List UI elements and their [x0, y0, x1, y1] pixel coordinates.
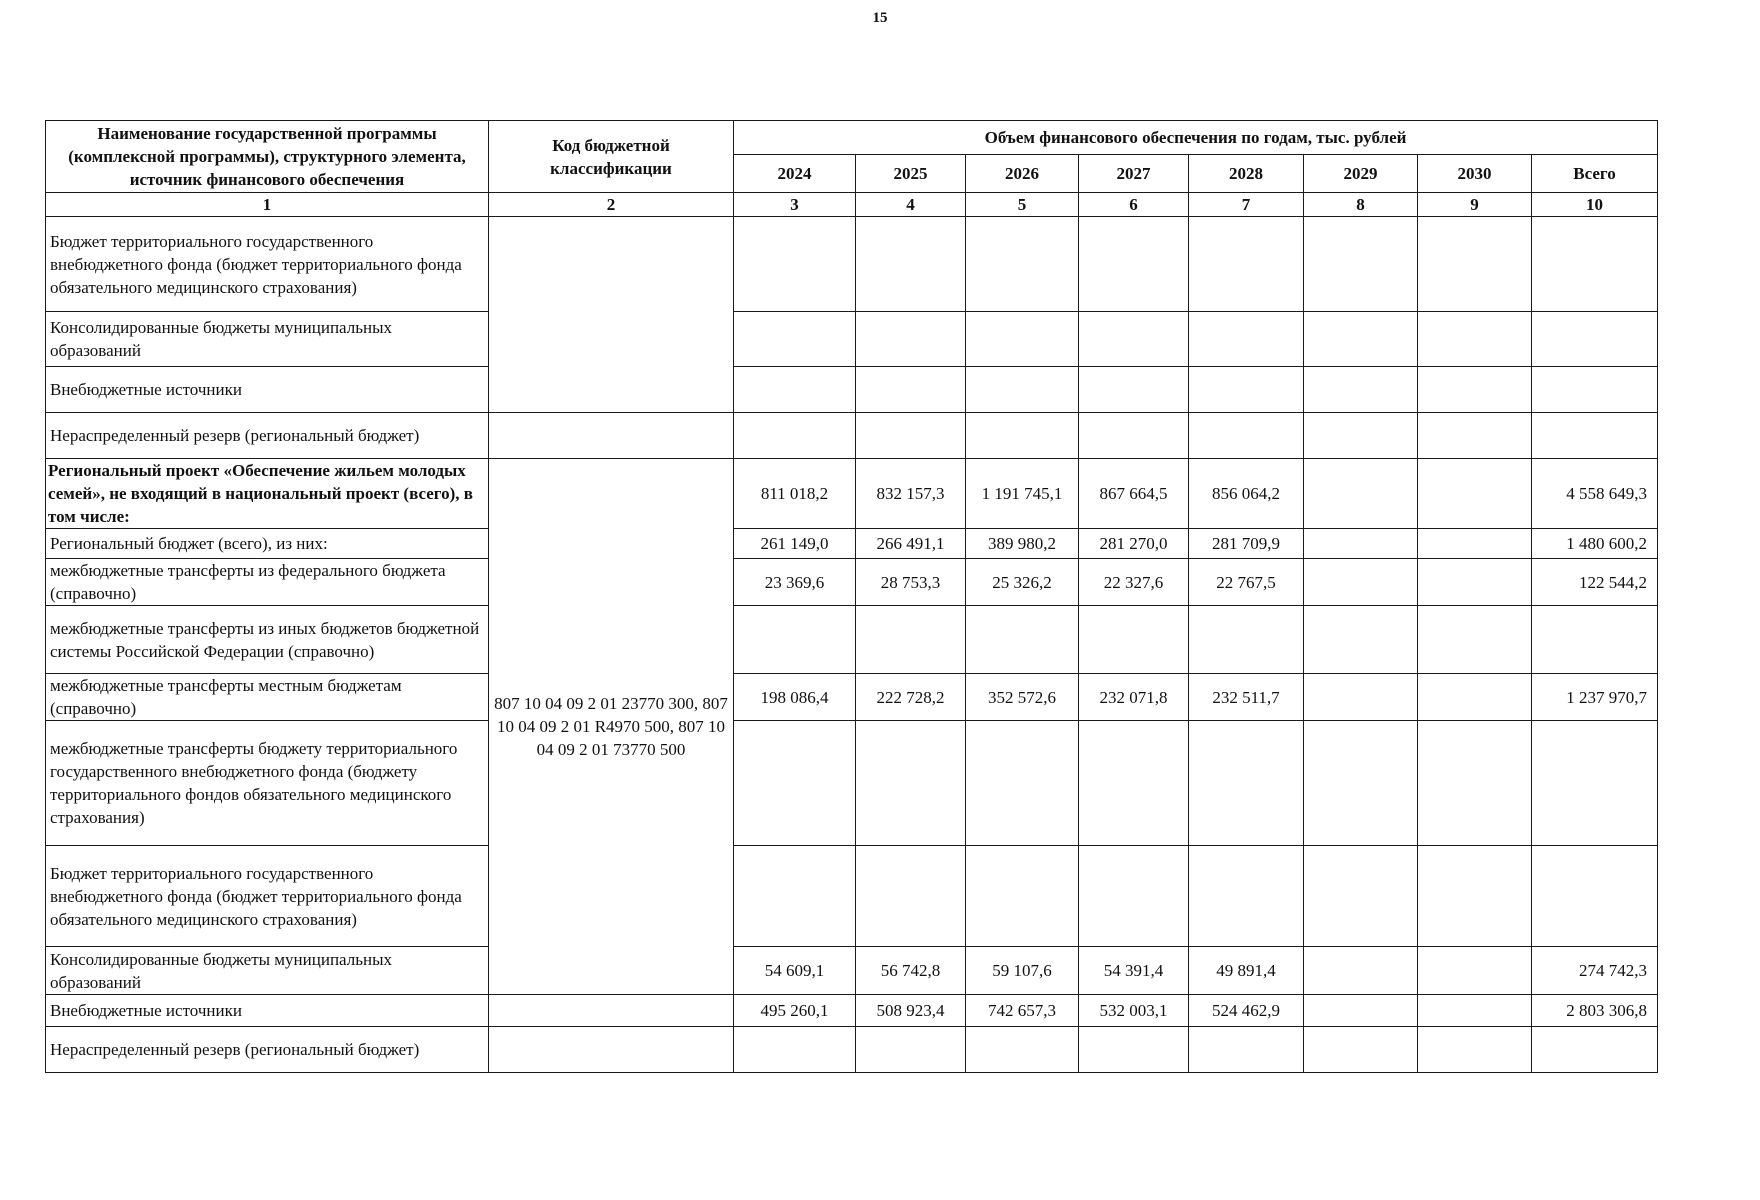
budget-code-cell: 807 10 04 09 2 01 23770 300, 807 10 04 09 2 01 R4970 500, 807 10 04 09 2 01 73770 500 — [489, 459, 734, 995]
value-cell: 54 609,1 — [734, 947, 856, 995]
value-cell: 508 923,4 — [856, 995, 966, 1027]
value-cell — [1079, 413, 1189, 459]
row-name: Нераспределенный резерв (региональный бюджет) — [46, 1027, 489, 1073]
row-name: межбюджетные трансферты из иных бюджетов бюджетной системы Российской Федерации (справочно) — [46, 606, 489, 674]
table-row — [46, 367, 1658, 413]
value-cell: 856 064,2 — [1189, 459, 1304, 529]
column-number: 6 — [1079, 193, 1189, 217]
value-cell — [966, 312, 1079, 367]
value-cell — [1304, 559, 1418, 606]
value-cell — [1304, 413, 1418, 459]
value-cell — [1418, 721, 1532, 846]
table-row — [46, 995, 1658, 1027]
table-row — [46, 721, 1658, 846]
value-cell — [856, 217, 966, 312]
value-cell: 495 260,1 — [734, 995, 856, 1027]
value-cell — [1418, 529, 1532, 559]
value-cell — [1304, 947, 1418, 995]
value-cell: 352 572,6 — [966, 674, 1079, 721]
column-number: 10 — [1532, 193, 1658, 217]
value-cell — [966, 1027, 1079, 1073]
table-row — [46, 413, 1658, 459]
value-cell — [966, 413, 1079, 459]
value-cell — [1189, 1027, 1304, 1073]
total-cell — [1532, 367, 1658, 413]
table-row — [46, 529, 1658, 559]
column-number: 1 — [46, 193, 489, 217]
value-cell — [1418, 413, 1532, 459]
value-cell — [1079, 312, 1189, 367]
value-cell — [856, 1027, 966, 1073]
table-row — [46, 459, 1658, 529]
value-cell — [1079, 1027, 1189, 1073]
column-number: 8 — [1304, 193, 1418, 217]
value-cell: 232 071,8 — [1079, 674, 1189, 721]
value-cell — [1079, 721, 1189, 846]
header-year: 2029 — [1304, 155, 1418, 193]
value-cell — [734, 721, 856, 846]
column-number: 9 — [1418, 193, 1532, 217]
value-cell: 811 018,2 — [734, 459, 856, 529]
value-cell — [1304, 459, 1418, 529]
value-cell — [1304, 846, 1418, 947]
value-cell — [1304, 217, 1418, 312]
value-cell — [1304, 995, 1418, 1027]
value-cell — [1189, 721, 1304, 846]
value-cell — [1189, 312, 1304, 367]
value-cell — [1418, 846, 1532, 947]
total-cell: 2 803 306,8 — [1532, 995, 1658, 1027]
table-row — [46, 674, 1658, 721]
table-row — [46, 846, 1658, 947]
header-code: Код бюджетной классификации — [489, 121, 734, 193]
value-cell: 532 003,1 — [1079, 995, 1189, 1027]
value-cell: 54 391,4 — [1079, 947, 1189, 995]
value-cell: 232 511,7 — [1189, 674, 1304, 721]
budget-code-cell — [489, 413, 734, 459]
header-year: 2030 — [1418, 155, 1532, 193]
value-cell: 28 753,3 — [856, 559, 966, 606]
total-cell: 4 558 649,3 — [1532, 459, 1658, 529]
total-cell: 122 544,2 — [1532, 559, 1658, 606]
value-cell — [856, 413, 966, 459]
total-cell: 274 742,3 — [1532, 947, 1658, 995]
value-cell — [1304, 367, 1418, 413]
table-row — [46, 217, 1658, 312]
value-cell: 389 980,2 — [966, 529, 1079, 559]
value-cell — [734, 606, 856, 674]
value-cell — [1189, 217, 1304, 312]
total-cell — [1532, 721, 1658, 846]
total-cell: 1 480 600,2 — [1532, 529, 1658, 559]
total-cell: 1 237 970,7 — [1532, 674, 1658, 721]
value-cell — [1418, 459, 1532, 529]
value-cell — [1304, 674, 1418, 721]
value-cell: 56 742,8 — [856, 947, 966, 995]
budget-code-cell — [489, 995, 734, 1027]
value-cell: 22 327,6 — [1079, 559, 1189, 606]
total-cell — [1532, 846, 1658, 947]
value-cell — [1079, 367, 1189, 413]
value-cell — [1418, 947, 1532, 995]
value-cell — [966, 606, 1079, 674]
header-year: 2024 — [734, 155, 856, 193]
value-cell: 49 891,4 — [1189, 947, 1304, 995]
row-name: межбюджетные трансферты бюджету территориального государственного внебюджетного фонда (бюджету территориального фондов обязательного медицинского страхования) — [46, 721, 489, 846]
column-number-row — [46, 193, 1658, 217]
column-number: 3 — [734, 193, 856, 217]
total-cell — [1532, 606, 1658, 674]
total-cell — [1532, 217, 1658, 312]
row-name: Бюджет территориального государственного внебюджетного фонда (бюджет территориального фонда обязательного медицинского страхования) — [46, 217, 489, 312]
row-name: Региональный проект «Обеспечение жильем молодых семей», не входящий в национальный проект (всего), в том числе: — [46, 459, 489, 529]
table-row — [46, 1027, 1658, 1073]
value-cell — [734, 846, 856, 947]
value-cell — [1304, 606, 1418, 674]
financing-table — [45, 120, 1658, 1073]
row-name: межбюджетные трансферты из федерального бюджета (справочно) — [46, 559, 489, 606]
row-name: межбюджетные трансферты местным бюджетам (справочно) — [46, 674, 489, 721]
value-cell: 524 462,9 — [1189, 995, 1304, 1027]
value-cell — [1418, 367, 1532, 413]
row-name: Региональный бюджет (всего), из них: — [46, 529, 489, 559]
value-cell — [856, 846, 966, 947]
value-cell — [856, 312, 966, 367]
value-cell — [966, 721, 1079, 846]
value-cell: 261 149,0 — [734, 529, 856, 559]
table-body — [46, 193, 1658, 1073]
value-cell — [1418, 606, 1532, 674]
value-cell — [1304, 529, 1418, 559]
value-cell: 281 709,9 — [1189, 529, 1304, 559]
value-cell — [1079, 217, 1189, 312]
column-number: 2 — [489, 193, 734, 217]
page-number: 15 — [872, 10, 888, 26]
value-cell — [734, 312, 856, 367]
value-cell — [1418, 559, 1532, 606]
value-cell — [1418, 995, 1532, 1027]
row-name: Внебюджетные источники — [46, 995, 489, 1027]
row-name: Бюджет территориального государственного внебюджетного фонда (бюджет территориального фонда обязательного медицинского страхования) — [46, 846, 489, 947]
value-cell — [734, 217, 856, 312]
value-cell — [1189, 413, 1304, 459]
header-year: 2026 — [966, 155, 1079, 193]
budget-code-cell — [489, 217, 734, 413]
total-cell — [1532, 312, 1658, 367]
value-cell: 867 664,5 — [1079, 459, 1189, 529]
header-year: 2027 — [1079, 155, 1189, 193]
value-cell: 832 157,3 — [856, 459, 966, 529]
column-number: 4 — [856, 193, 966, 217]
table-row — [46, 559, 1658, 606]
value-cell — [966, 846, 1079, 947]
total-cell — [1532, 413, 1658, 459]
row-name: Консолидированные бюджеты муниципальных образований — [46, 312, 489, 367]
value-cell — [1418, 217, 1532, 312]
row-name: Консолидированные бюджеты муниципальных образований — [46, 947, 489, 995]
table-row — [46, 312, 1658, 367]
value-cell — [1304, 721, 1418, 846]
table-row — [46, 606, 1658, 674]
value-cell: 266 491,1 — [856, 529, 966, 559]
value-cell — [734, 413, 856, 459]
total-cell — [1532, 1027, 1658, 1073]
table-row — [46, 947, 1658, 995]
value-cell — [1418, 674, 1532, 721]
value-cell — [734, 1027, 856, 1073]
value-cell — [856, 367, 966, 413]
header-volume: Объем финансового обеспечения по годам, тыс. рублей — [734, 121, 1658, 155]
value-cell — [734, 367, 856, 413]
header-year: 2028 — [1189, 155, 1304, 193]
value-cell — [1418, 1027, 1532, 1073]
value-cell — [966, 367, 1079, 413]
value-cell: 1 191 745,1 — [966, 459, 1079, 529]
value-cell — [1079, 606, 1189, 674]
budget-code-cell — [489, 1027, 734, 1073]
column-number: 7 — [1189, 193, 1304, 217]
value-cell: 742 657,3 — [966, 995, 1079, 1027]
value-cell — [1304, 312, 1418, 367]
header-name: Наименование государственной программы (комплексной программы), структурного элемента, источник финансового обеспечения — [46, 121, 489, 193]
value-cell: 198 086,4 — [734, 674, 856, 721]
value-cell — [856, 721, 966, 846]
value-cell — [1189, 367, 1304, 413]
value-cell: 23 369,6 — [734, 559, 856, 606]
header-year: 2025 — [856, 155, 966, 193]
value-cell — [1189, 846, 1304, 947]
value-cell: 25 326,2 — [966, 559, 1079, 606]
value-cell — [966, 217, 1079, 312]
value-cell — [856, 606, 966, 674]
value-cell: 59 107,6 — [966, 947, 1079, 995]
column-number: 5 — [966, 193, 1079, 217]
header-total: Всего — [1532, 155, 1658, 193]
value-cell — [1304, 1027, 1418, 1073]
value-cell — [1189, 606, 1304, 674]
row-name: Внебюджетные источники — [46, 367, 489, 413]
row-name: Нераспределенный резерв (региональный бюджет) — [46, 413, 489, 459]
value-cell: 281 270,0 — [1079, 529, 1189, 559]
value-cell: 22 767,5 — [1189, 559, 1304, 606]
value-cell: 222 728,2 — [856, 674, 966, 721]
value-cell — [1079, 846, 1189, 947]
value-cell — [1418, 312, 1532, 367]
